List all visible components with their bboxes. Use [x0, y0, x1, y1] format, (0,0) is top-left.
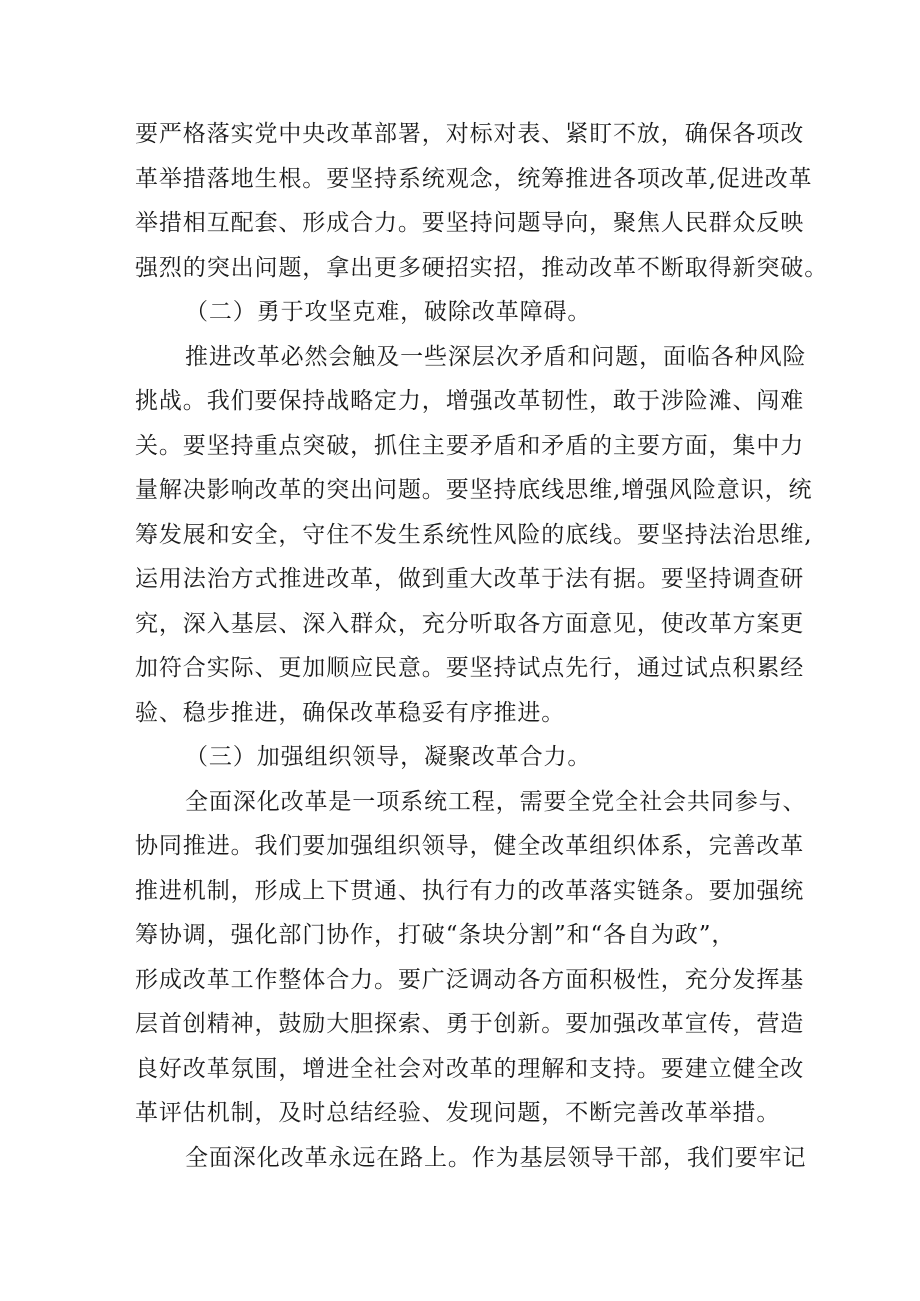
paragraph-line: 要严格落实党中央改革部署，对标对表、紧盯不放，确保各项改 [135, 121, 805, 147]
paragraph-line: 全面深化改革是一项系统工程，需要全党全社会共同参与、 [185, 788, 807, 815]
paragraph-line: 层首创精神，鼓励大胆探索、勇于创新。要加强改革宣传，营造 [135, 1011, 805, 1037]
paragraph-line: 筹协调，强化部门协作，打破“条块分割”和“各自为政”， [135, 922, 736, 948]
paragraph-line: 量解决影响改革的突出问题。要坚持底线思维,增强风险意识，统 [135, 477, 813, 503]
paragraph-line: 筹发展和安全，守住不发生系统性风险的底线。要坚持法治思维, [135, 521, 813, 548]
paragraph-line: 形成改革工作整体合力。要广泛调动各方面积极性，充分发挥基 [135, 966, 805, 993]
paragraph-line: 举措相互配套、形成合力。要坚持问题导向，聚焦人民群众反映 [135, 210, 805, 236]
paragraph-line: 协同推进。我们要加强组织领导，健全改革组织体系，完善改革 [135, 833, 805, 859]
section-heading-3: （三）加强组织领导，凝聚改革合力。 [185, 744, 592, 770]
paragraph-line: 关。要坚持重点突破，抓住主要矛盾和矛盾的主要方面，集中力 [135, 432, 805, 459]
paragraph-line: 全面深化改革永远在路上。作为基层领导干部，我们要牢记 [185, 1144, 807, 1171]
document-page [135, 112, 829, 1180]
paragraph-line: 推进改革必然会触及一些深层次矛盾和问题，面临各种风险 [185, 343, 807, 370]
section-heading-2: （二）勇于攻坚克难，破除改革障碍。 [185, 299, 592, 325]
paragraph-line: 运用法治方式推进改革，做到重大改革于法有据。要坚持调查研 [135, 566, 805, 592]
paragraph-line: 革评估机制，及时总结经验、发现问题，不断完善改革举措。 [135, 1100, 781, 1126]
paragraph-line: 验、稳步推进，确保改革稳妥有序推进。 [135, 699, 566, 726]
paragraph-line: 良好改革氛围，增进全社会对改革的理解和支持。要建立健全改 [135, 1055, 805, 1082]
paragraph-line: 加符合实际、更加顺应民意。要坚持试点先行，通过试点积累经 [135, 655, 805, 681]
paragraph-line: 革举措落地生根。要坚持系统观念，统筹推进各项改革,促进改革 [135, 165, 813, 192]
paragraph-line: 强烈的突出问题，拿出更多硬招实招，推动改革不断取得新突破。 [135, 254, 829, 281]
paragraph-line: 挑战。我们要保持战略定力，增强改革韧性，敢于涉险滩、闯难 [135, 388, 805, 414]
paragraph-line: 推进机制，形成上下贯通、执行有力的改革落实链条。要加强统 [135, 877, 805, 904]
paragraph-line: 究，深入基层、深入群众，充分听取各方面意见，使改革方案更 [135, 610, 805, 637]
